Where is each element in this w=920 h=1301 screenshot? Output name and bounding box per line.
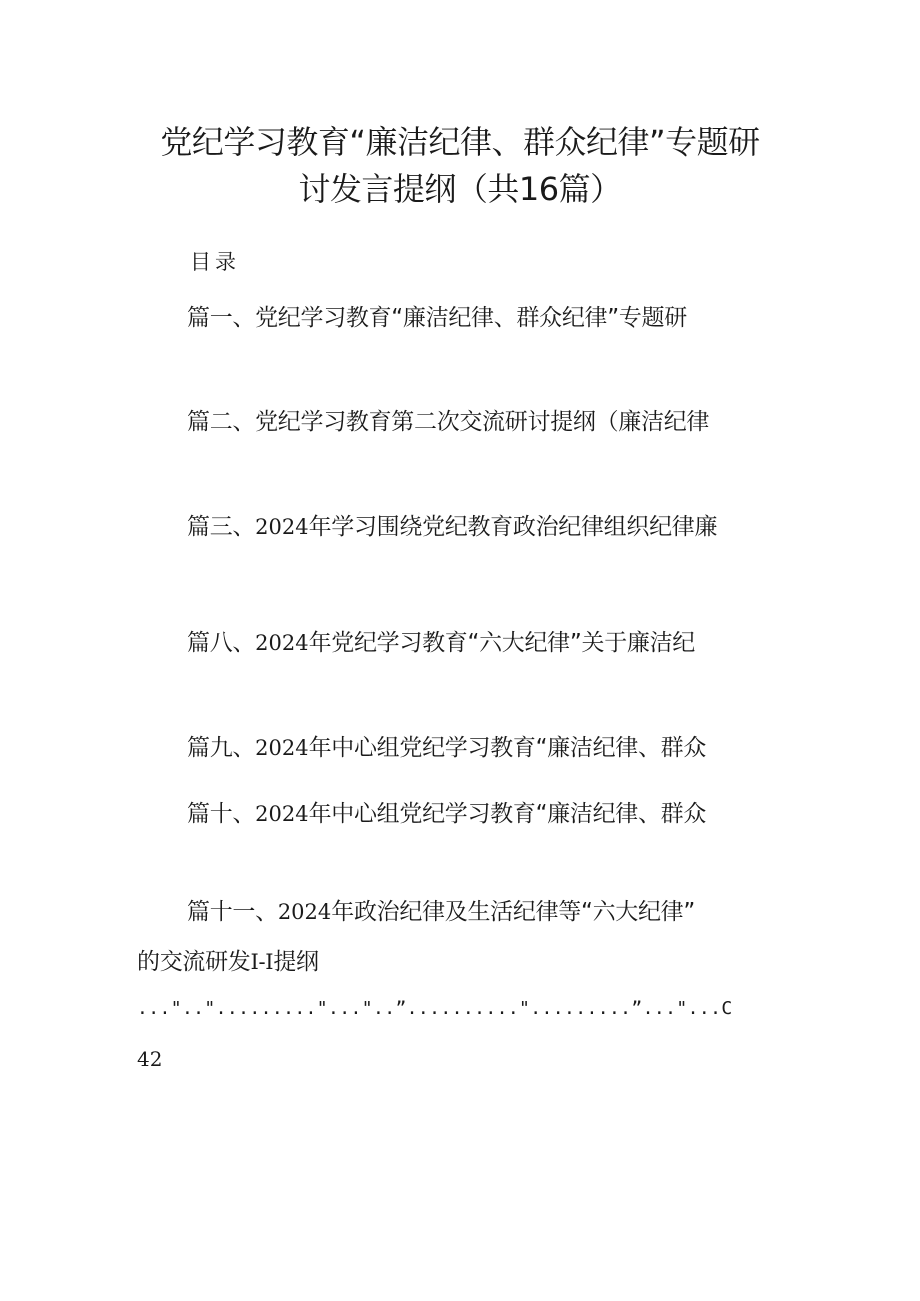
toc-item-year: 2024 xyxy=(255,515,309,539)
toc-item-prefix: 篇十、 xyxy=(187,801,256,827)
toc-item-text: 年中心组党纪学习教育“廉洁纪律、群众 xyxy=(308,735,707,761)
toc-continuation-text: 的交流研发 xyxy=(137,949,251,975)
toc-continuation-text-end: 提纲 xyxy=(273,949,319,975)
toc-item-prefix: 篇二、 xyxy=(187,409,256,435)
toc-item-text: 年中心组党纪学习教育“廉洁纪律、群众 xyxy=(308,801,707,827)
document-title-line-2: 讨发言提纲（共16篇） xyxy=(298,170,622,208)
toc-item-year: 2024 xyxy=(255,736,309,760)
toc-item-text: 党纪学习教育第二次交流研讨提纲（廉洁纪律 xyxy=(255,409,710,435)
toc-item-year: 2024 xyxy=(277,900,332,924)
toc-continuation-glyph: I-I xyxy=(250,950,274,974)
toc-item-1[interactable] xyxy=(187,301,687,335)
toc-item-prefix: 篇八、 xyxy=(187,630,256,656)
toc-item-11[interactable] xyxy=(187,895,695,929)
toc-item-text: 年学习围绕党纪教育政治纪律组织纪律廉 xyxy=(308,514,718,540)
toc-page-number: 42 xyxy=(137,1047,163,1071)
toc-item-prefix: 篇一、 xyxy=(187,305,256,331)
toc-item-year: 2024 xyxy=(255,802,309,826)
document-title-line-1: 党纪学习教育“廉洁纪律、群众纪律”专题研 xyxy=(160,123,760,161)
toc-item-prefix: 篇九、 xyxy=(187,735,256,761)
toc-item-prefix: 篇三、 xyxy=(187,514,256,540)
toc-item-year: 2024 xyxy=(255,631,309,655)
toc-item-10[interactable] xyxy=(187,797,706,831)
toc-item-2[interactable] xyxy=(187,405,709,439)
toc-item-11-continuation xyxy=(137,945,319,979)
toc-item-text: 党纪学习教育“廉洁纪律、群众纪律”专题研 xyxy=(255,305,687,331)
toc-dot-leader: ...".."........."..."..”..........".........”..."...C xyxy=(137,998,733,1019)
toc-item-prefix: 篇十一、 xyxy=(187,899,278,925)
toc-heading: 目录 xyxy=(190,250,240,274)
toc-item-8[interactable] xyxy=(187,626,695,660)
toc-item-text: 年政治纪律及生活纪律等“六大纪律” xyxy=(331,899,695,925)
toc-item-text: 年党纪学习教育“六大纪律”关于廉洁纪 xyxy=(308,630,695,656)
toc-item-3[interactable] xyxy=(187,510,717,544)
toc-item-9[interactable] xyxy=(187,731,706,765)
